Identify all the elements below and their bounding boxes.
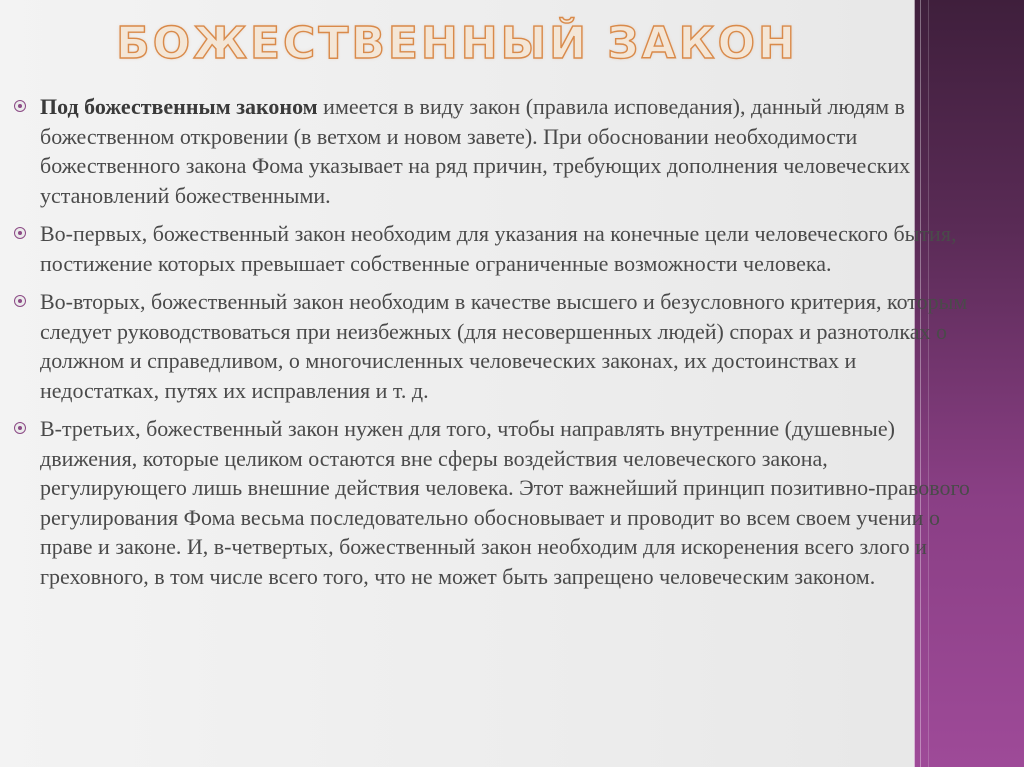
bullet-item [14, 219, 974, 278]
slide-title: БОЖЕСТВЕННЫЙ ЗАКОН [116, 18, 798, 69]
bullet-text: Во-вторых, божественный закон необходим в качестве высшего и безусловного критерия, которым следует руководствоваться при неизбежных (для несовершенных людей) спорах и разнотолках о должном и справедливом, о многочисленных человеческих законах, их достоинствах и недостатках, путях их исправления и т. д. [40, 289, 968, 403]
bullet-item [14, 287, 974, 405]
bullet-circle-icon [14, 100, 26, 112]
bullet-text: Во-первых, божественный закон необходим для указания на конечные цели человеческого бытия, постижение которых превышает собственные ограниченные возможности человека. [40, 221, 957, 276]
bullet-text: В-третьих, божественный закон нужен для того, чтобы направлять внутренние (душевные) движения, которые целиком остаются вне сферы воздействия человеческого закона, регулирующего лишь внешние действия человека. Этот важнейший принцип позитивно-правового регулирования Фома весьма последовательно обосновывает и проводит во всем своем учении о праве и законе. И, в-четвертых, божественный закон необходим для искоренения всего злого и греховного, в том числе всего того, что не может быть запрещено человеческим законом. [40, 416, 970, 589]
bullet-item [14, 414, 974, 591]
bullet-item [14, 92, 974, 210]
bullet-text: имеется в виду закон (правила исповедания), данный людям в божественном откровении (в ветхом и новом завете). При обосновании необходимости божественного закона Фома указывает на ряд причин, требующих дополнения человеческих установлений божественными. [40, 94, 911, 208]
bullet-circle-icon [14, 422, 26, 434]
bullet-bold-lead: Под божественным законом [40, 94, 318, 119]
bullet-list [14, 92, 974, 600]
bullet-circle-icon [14, 227, 26, 239]
bullet-circle-icon [14, 295, 26, 307]
